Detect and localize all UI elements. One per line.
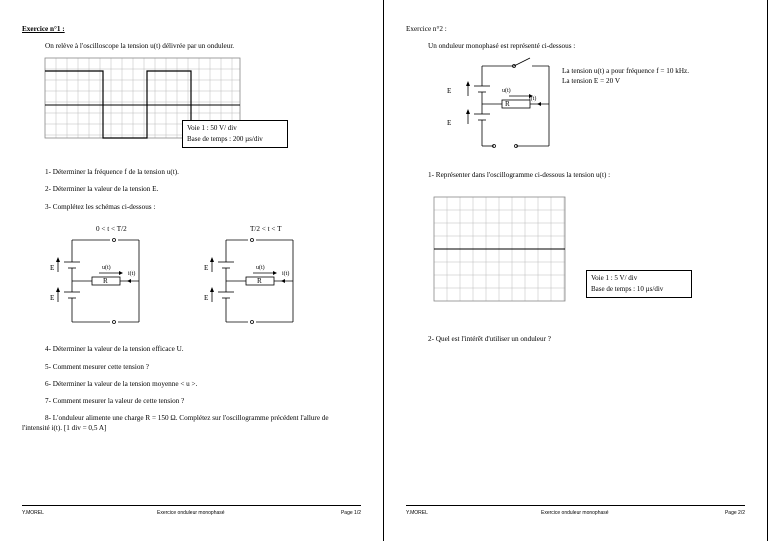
question-5: 5- Comment mesurer cette tension ? xyxy=(45,363,149,371)
exercise-2-title: Exercice n°2 : xyxy=(406,25,447,33)
inverter-label-e2: E xyxy=(447,119,452,127)
question-1: 1- Déterminer la fréquence f de la tension u(t). xyxy=(45,168,179,176)
page-1 xyxy=(0,0,384,541)
circuit-b-label-u: u(t) xyxy=(256,265,265,271)
circuit-b-label-e2: E xyxy=(204,294,209,302)
inverter-label-u: u(t) xyxy=(502,88,511,94)
question-6: 6- Déterminer la valeur de la tension moyenne < u >. xyxy=(45,380,198,388)
page-2 xyxy=(384,0,768,541)
footer-page-number: Page 1/2 xyxy=(340,510,361,516)
circuit-diagram-b xyxy=(198,236,298,328)
question-2: 2- Déterminer la valeur de la tension E. xyxy=(45,185,159,193)
circuit-a-label-e2: E xyxy=(50,294,55,302)
scope-2-settings xyxy=(586,270,692,298)
circuit-b-label-r: R xyxy=(257,277,262,285)
question-8-line-1: 8- L'onduleur alimente une charge R = 150 Ω. Complétez sur l'oscillogramme précédent l'allure de xyxy=(45,414,329,422)
question-7: 7- Comment mesurer la valeur de cette tension ? xyxy=(45,397,185,405)
scope-2-base: Base de temps : 10 µs/div xyxy=(591,284,664,293)
info-voltage: La tension E = 20 V xyxy=(562,77,621,85)
inverter-label-e1: E xyxy=(447,87,452,95)
footer-title: Exercice onduleur monophasé xyxy=(157,510,225,516)
footer-author: Y.MOREL xyxy=(22,510,44,516)
footer-title: Exercice onduleur monophasé xyxy=(541,510,609,516)
question-4: 4- Déterminer la valeur de la tension efficace U. xyxy=(45,345,184,353)
scope-1-settings xyxy=(182,120,288,148)
question-8-line-2: l'intensité i(t). [1 div = 0,5 A] xyxy=(22,424,107,432)
circuit-a-label-u: u(t) xyxy=(102,265,111,271)
exercise-1-title: Exercice n°1 : xyxy=(22,25,65,33)
exercise-2-intro: Un onduleur monophasé est représenté ci-dessous : xyxy=(428,42,576,50)
circuit-a-label-r: R xyxy=(103,277,108,285)
exercise-2-question-1: 1- Représenter dans l'oscillogramme ci-dessous la tension u(t) : xyxy=(428,171,611,179)
condition-second-half: T/2 < t < T xyxy=(250,225,282,233)
circuit-b-label-i: i(t) xyxy=(282,271,290,277)
info-frequency: La tension u(t) a pour fréquence f = 10 kHz. xyxy=(562,67,689,75)
circuit-a-label-e1: E xyxy=(50,264,55,272)
scope-1-voie: Voie 1 : 50 V/ div xyxy=(187,124,237,132)
condition-first-half: 0 < t < T/2 xyxy=(96,225,127,233)
footer-author: Y.MOREL xyxy=(406,510,428,516)
exercise-2-question-2: 2- Quel est l'intérêt d'utiliser un onduleur ? xyxy=(428,335,551,343)
circuit-a-label-i: i(t) xyxy=(128,271,136,277)
footer-page-number: Page 2/2 xyxy=(724,510,745,516)
page-1-footer xyxy=(22,505,361,518)
question-3: 3- Complétez les schémas ci-dessous : xyxy=(45,203,156,211)
scope-2-voie: Voie 1 : 5 V/ div xyxy=(591,274,638,282)
scope-1-base: Base de temps : 200 µs/div xyxy=(187,134,263,143)
circuit-diagram-a xyxy=(44,236,144,328)
oscillogram-2 xyxy=(434,197,569,303)
page-2-footer xyxy=(406,505,745,518)
inverter-label-r: R xyxy=(505,100,510,108)
exercise-1-intro: On relève à l'oscilloscope la tension u(t) délivrée par un onduleur. xyxy=(45,42,235,50)
circuit-b-label-e1: E xyxy=(204,264,209,272)
inverter-label-i: i(t) xyxy=(529,96,537,102)
